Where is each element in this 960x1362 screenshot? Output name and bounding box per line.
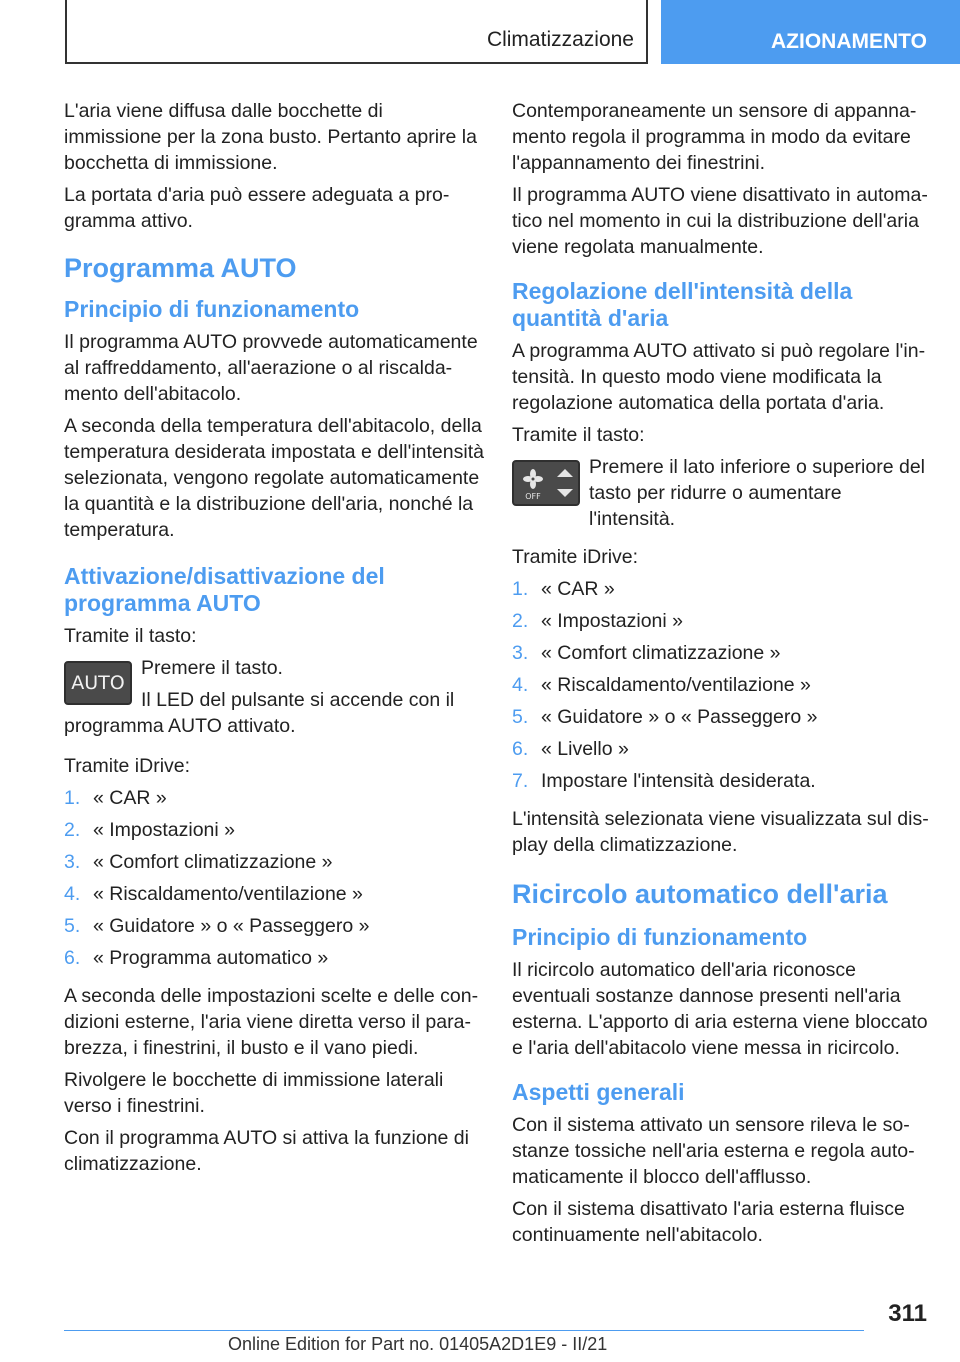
paragraph: Il ricircolo automatico dell'aria riconosce eventuali sostanze dannose presenti nell'aria esterna. L'apporto di aria esterna viene bloccato e l'aria dell'abitacolo viene messa in ricircolo. — [512, 959, 928, 1059]
list-item: 2. « Impostazioni » — [64, 819, 235, 841]
list-item: 4. « Riscaldamento/ventilazione » — [64, 883, 363, 905]
paragraph: A programma AUTO attivato si può regolare l'intensità. In questo modo viene modificata la regolazione automatica della portata d'aria. — [512, 340, 926, 414]
paragraph: Tramite iDrive: — [64, 755, 191, 777]
fan-icon — [514, 462, 578, 504]
footer-edition-text: Online Edition for Part no. 01405A2D1E9 - II/21 — [228, 1334, 608, 1354]
fan-off-label: OFF — [525, 492, 541, 501]
fan-button-instruction — [512, 454, 932, 532]
subsection-heading: Principio di funzionamento — [512, 924, 808, 950]
subsection-heading: Aspetti generali — [512, 1079, 685, 1105]
arrow-down-icon — [557, 489, 573, 497]
idrive-steps-list — [512, 576, 932, 800]
list-item: 2. « Impostazioni » — [512, 610, 683, 632]
footer-divider — [64, 1330, 864, 1331]
list-item: 5. « Guidatore » o « Passeggero » — [512, 706, 818, 728]
list-item: 6. « Livello » — [512, 738, 629, 760]
paragraph: Il programma AUTO viene disattivato in automatico nel momento in cui la distribuzione dell'aria viene regolata manualmente. — [512, 184, 928, 258]
section-heading: Ricircolo automatico dell'aria — [512, 879, 888, 909]
list-item: 5. « Guidatore » o « Passeggero » — [64, 915, 370, 937]
paragraph: Il programma AUTO provvede automaticamente al raffreddamento, all'aerazione o al riscaldamento dell'abitacolo. — [64, 331, 478, 405]
list-item: 6. « Programma automatico » — [64, 947, 329, 969]
paragraph: Con il programma AUTO si attiva la funzione di climatizzazione. — [64, 1127, 469, 1175]
auto-button-instruction — [64, 655, 484, 739]
subsection-heading: Principio di funzionamento — [64, 296, 360, 322]
fan-intensity-button-icon — [512, 460, 580, 506]
subsection-heading: Regolazione dell'intensità della quantità d'aria — [512, 278, 853, 331]
header-section-box — [65, 0, 648, 64]
header-chapter-tab: AZIONAMENTO — [661, 0, 960, 64]
idrive-steps-list — [64, 785, 484, 977]
left-column — [64, 98, 484, 1183]
paragraph: L'aria viene diffusa dalle bocchette di immissione per la zona busto. Pertanto aprire la bocchetta di immissione. — [64, 100, 477, 174]
paragraph: La portata d'aria può essere adeguata a programma attivo. — [64, 184, 450, 232]
paragraph: Contemporaneamente un sensore di appannamento regola il programma in modo da evitare l'appannamento dei finestrini. — [512, 100, 917, 174]
paragraph: Tramite il tasto: — [64, 625, 197, 647]
paragraph: Con il sistema disattivato l'aria esterna fluisce continuamente nell'abitacolo. — [512, 1198, 905, 1246]
auto-button-icon: AUTO — [64, 661, 132, 705]
arrow-up-icon — [557, 469, 573, 477]
subsection-heading: Attivazione/disattivazione del programma AUTO — [64, 563, 385, 616]
list-item: 7. Impostare l'intensità desiderata. — [512, 770, 816, 792]
button-instruction-text: Premere il lato inferiore o superiore del tasto per ridurre o aumentare l'intensità. — [589, 456, 925, 530]
paragraph: A seconda della temperatura dell'abitacolo, della temperatura desiderata impostata e dell'intensità selezionata, vengono regolate automaticamente la quantità e la distribuzione dell'aria, nonché la temperatura. — [64, 415, 484, 541]
list-item: 3. « Comfort climatizzazione » — [512, 642, 781, 664]
header-section-title: Climatizzazione — [486, 28, 634, 51]
paragraph: Tramite iDrive: — [512, 546, 639, 568]
paragraph: Rivolgere le bocchette di immissione laterali verso i finestrini. — [64, 1069, 444, 1117]
button-instruction-text: Premere il tasto. — [141, 657, 283, 679]
right-column — [512, 98, 932, 1254]
list-item: 4. « Riscaldamento/ventilazione » — [512, 674, 811, 696]
list-item: 1. « CAR » — [64, 787, 167, 809]
list-item: 3. « Comfort climatizzazione » — [64, 851, 333, 873]
paragraph: Tramite il tasto: — [512, 424, 645, 446]
list-item: 1. « CAR » — [512, 578, 615, 600]
section-heading: Programma AUTO — [64, 253, 297, 283]
button-instruction-text: Il LED del pulsante si accende con il programma AUTO attivato. — [64, 689, 455, 737]
paragraph: A seconda delle impostazioni scelte e delle condizioni esterne, l'aria viene diretta verso il parabrezza, i finestrini, il busto e il vano piedi. — [64, 985, 479, 1059]
paragraph: Con il sistema attivato un sensore rileva le sostanze tossiche nell'aria esterna e regola automaticamente il blocco dell'afflusso. — [512, 1114, 915, 1188]
paragraph: L'intensità selezionata viene visualizzata sul display della climatizzazione. — [512, 808, 929, 856]
page-number: 311 — [888, 1300, 927, 1327]
